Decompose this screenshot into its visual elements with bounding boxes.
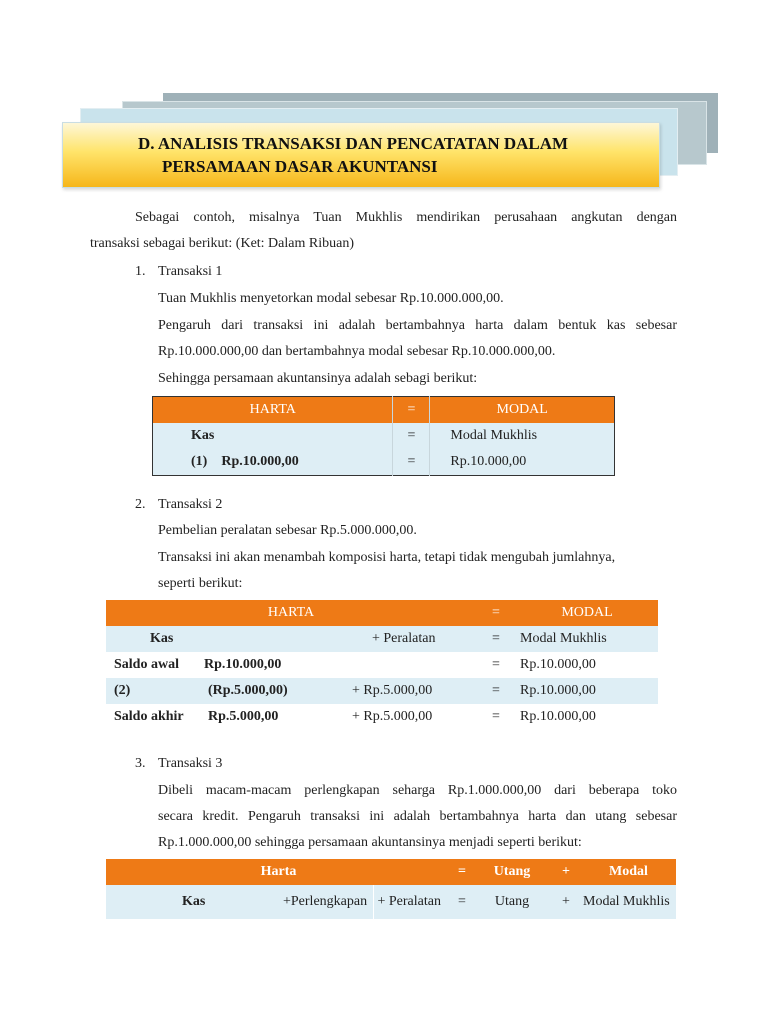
cell-equals: = xyxy=(476,626,516,652)
transaksi-1-p2-line1: Pengaruh dari transaksi ini adalah bertambahnya harta dalam bentuk kas sebesar xyxy=(158,318,677,333)
transaksi-1-p1: Tuan Mukhlis menyetorkan modal sebesar Rp.10.000.000,00. xyxy=(158,291,504,306)
cell-peralatan-value: + Rp.5.000,00 xyxy=(336,678,476,704)
transaksi-3-p1-line3: Rp.1.000.000,00 sehingga persamaan akuntansinya menjadi seperti berikut: xyxy=(158,835,582,850)
cell-peralatan: + Peralatan xyxy=(336,626,476,652)
cell-kas-value: Rp.5.000,00 xyxy=(198,704,336,730)
cell-peralatan: + Peralatan xyxy=(373,885,451,919)
cell-kas-value: (Rp.5.000,00) xyxy=(198,678,336,704)
intro-line2: transaksi sebagai berikut: (Ket: Dalam Ribuan) xyxy=(90,236,354,251)
cell-equals: = xyxy=(476,704,516,730)
col-equals: = xyxy=(451,859,473,885)
cell-label: Saldo akhir xyxy=(106,704,198,730)
transaksi-1-p3: Sehingga persamaan akuntansinya adalah sebagi berikut: xyxy=(158,371,478,386)
transaksi-2-p2-line1: Transaksi ini akan menambah komposisi harta, tetapi tidak mengubah jumlahnya, xyxy=(158,550,616,565)
intro-line1: Sebagai contoh, misalnya Tuan Mukhlis mendirikan perusahaan angkutan dengan xyxy=(135,210,677,225)
cell-equals: = xyxy=(476,652,516,678)
cell-modal-value: Rp.10.000,00 xyxy=(430,449,615,476)
cell-modal-value: Rp.10.000,00 xyxy=(516,652,658,678)
transaksi-2-table xyxy=(106,600,658,730)
table-row xyxy=(106,678,658,704)
item-number-2: 2. xyxy=(135,497,146,512)
cell-kas-value: Rp.10.000,00 xyxy=(221,454,299,469)
col-harta: HARTA xyxy=(153,397,393,424)
cell-equals: = xyxy=(451,885,473,919)
table-row xyxy=(153,423,615,449)
cell-equals: = xyxy=(393,423,430,449)
transaksi-3-p1-line2: secara kredit. Pengaruh transaksi ini adalah bertambahnya harta dan utang sebesar xyxy=(158,809,677,824)
table-header-row xyxy=(106,859,676,885)
cell-utang: Utang xyxy=(473,885,551,919)
col-utang: Utang xyxy=(473,859,551,885)
table-header-row xyxy=(106,600,658,626)
title-banner xyxy=(0,0,768,200)
cell-kas: Kas xyxy=(106,885,281,919)
col-harta: Harta xyxy=(106,859,451,885)
section-title-line1: D. ANALISIS TRANSAKSI DAN PENCATATAN DALAM xyxy=(138,134,569,153)
table-header-row xyxy=(153,397,615,424)
cell-peralatan-value: + Rp.5.000,00 xyxy=(336,704,476,730)
transaksi-3-p1-line1: Dibeli macam-macam perlengkapan seharga Rp.1.000.000,00 dari beberapa toko xyxy=(158,783,677,798)
transaksi-1-heading: Transaksi 1 xyxy=(158,264,223,279)
table-row xyxy=(106,885,676,919)
transaksi-1-p2-line2: Rp.10.000.000,00 dan bertambahnya modal sebesar Rp.10.000.000,00. xyxy=(158,344,556,359)
col-harta: HARTA xyxy=(106,600,476,626)
table-row xyxy=(106,626,658,652)
section-title xyxy=(138,132,658,178)
transaksi-2-p1: Pembelian peralatan sebesar Rp.5.000.000,00. xyxy=(158,523,417,538)
col-plus: + xyxy=(551,859,581,885)
cell-kas: Kas xyxy=(106,626,336,652)
cell-plus: + xyxy=(551,885,581,919)
cell-modal-value: Rp.10.000,00 xyxy=(516,704,658,730)
transaksi-2-heading: Transaksi 2 xyxy=(158,497,223,512)
cell-label: (2) xyxy=(106,678,198,704)
cell-number: (1) xyxy=(191,454,208,469)
cell-equals: = xyxy=(393,449,430,476)
cell-modal: Modal Mukhlis xyxy=(430,423,615,449)
transaksi-1-table xyxy=(152,396,615,476)
col-modal: Modal xyxy=(581,859,676,885)
cell-equals: = xyxy=(476,678,516,704)
transaksi-2-p2-line2: seperti berikut: xyxy=(158,576,243,591)
cell-kas: Kas xyxy=(153,423,393,449)
cell-kas-value: Rp.10.000,00 xyxy=(198,652,336,678)
cell-modal: Modal Mukhlis xyxy=(516,626,658,652)
cell-label: Saldo awal xyxy=(106,652,198,678)
table-row xyxy=(153,449,615,476)
col-equals: = xyxy=(393,397,430,424)
col-modal: MODAL xyxy=(516,600,658,626)
col-equals: = xyxy=(476,600,516,626)
cell-peralatan-value xyxy=(336,652,476,678)
item-number-1: 1. xyxy=(135,264,146,279)
table-row xyxy=(106,704,658,730)
cell-modal: Modal Mukhlis xyxy=(581,885,676,919)
section-title-line2: PERSAMAAN DASAR AKUNTANSI xyxy=(162,157,438,176)
table-row xyxy=(106,652,658,678)
transaksi-3-table xyxy=(106,859,676,919)
col-modal: MODAL xyxy=(430,397,615,424)
cell-perlengkapan: +Perlengkapan xyxy=(281,885,373,919)
cell-modal-value: Rp.10.000,00 xyxy=(516,678,658,704)
transaksi-3-heading: Transaksi 3 xyxy=(158,756,223,771)
item-number-3: 3. xyxy=(135,756,146,771)
